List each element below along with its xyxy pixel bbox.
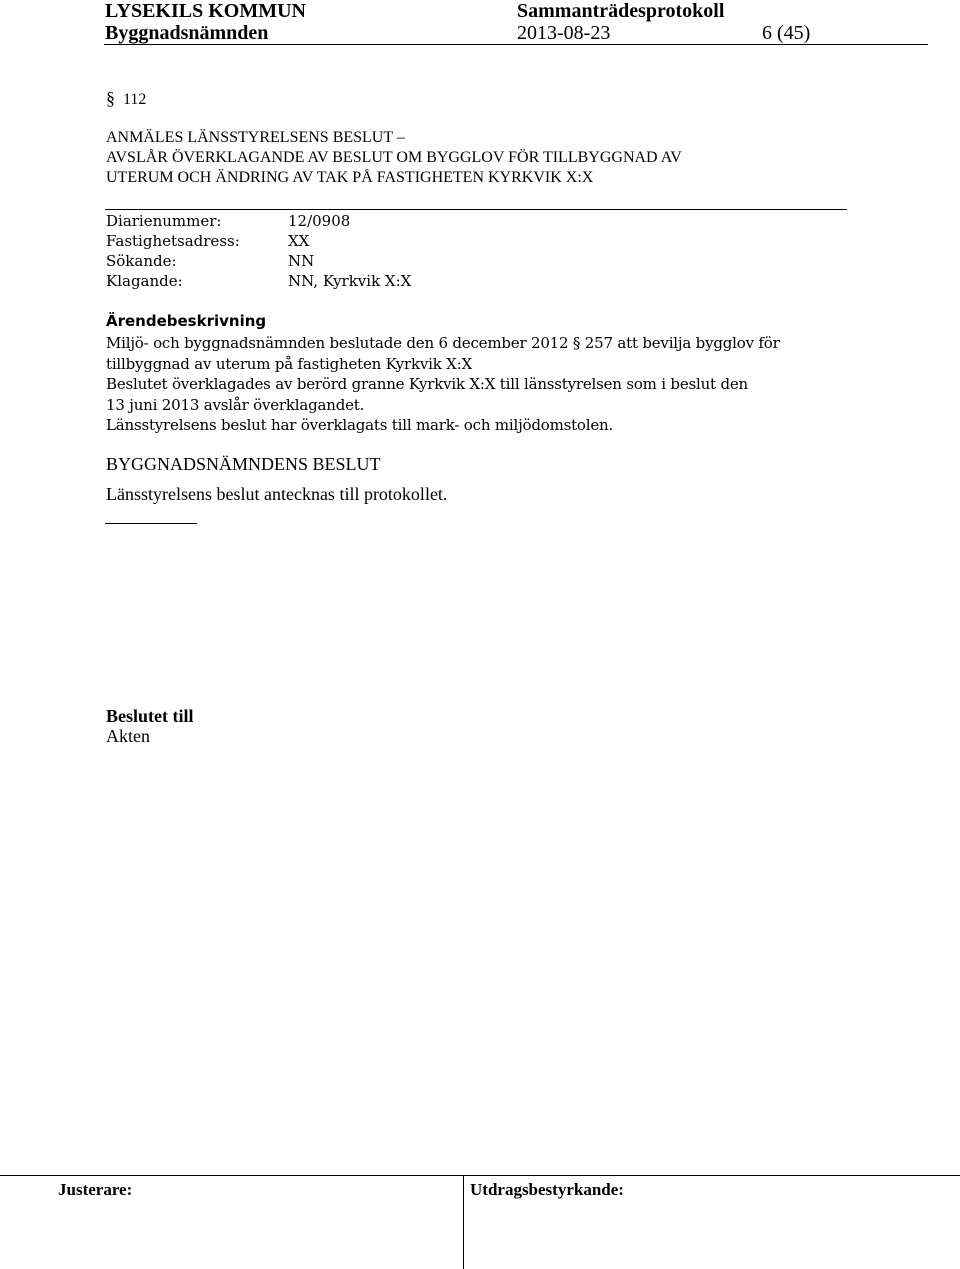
justerare-label: Justerare:: [58, 1180, 133, 1199]
meta-divider: [105, 209, 847, 210]
meta-values: [288, 211, 411, 291]
meta-label-sokande: Sökande:: [106, 252, 177, 270]
description-line: Beslutet överklagades av berörd granne Kyrkvik X:X till länsstyrelsen som i beslut den: [106, 375, 748, 393]
header-divider: [104, 44, 928, 45]
section-title: [106, 128, 682, 188]
footer-column-divider: [463, 1175, 464, 1269]
committee-name: Byggnadsnämnden: [105, 22, 269, 44]
utdragsbestyrkande-label: Utdragsbestyrkande:: [470, 1180, 624, 1199]
document-type: Sammanträdesprotokoll: [517, 0, 725, 22]
decision-end-rule: [105, 523, 197, 524]
section-title-line: AVSLÅR ÖVERKLAGANDE AV BESLUT OM BYGGLOV FÖR TILLBYGGNAD AV: [106, 149, 682, 166]
meta-value-klagande: NN, Kyrkvik X:X: [288, 272, 412, 290]
meta-value-diarienummer: 12/0908: [288, 212, 351, 230]
sent-to-value: Akten: [106, 726, 150, 746]
meta-value-fastighetsadress: XX: [288, 232, 310, 250]
meta-label-diarienummer: Diarienummer:: [106, 212, 222, 230]
meta-labels: [106, 211, 240, 291]
municipality-name: LYSEKILS KOMMUN: [105, 0, 306, 22]
page-number: 6 (45): [762, 22, 811, 44]
section-title-line: UTERUM OCH ÄNDRING AV TAK PÅ FASTIGHETEN KYRKVIK X:X: [106, 169, 594, 186]
decision-heading: BYGGNADSNÄMNDENS BESLUT: [106, 454, 381, 474]
meta-label-fastighetsadress: Fastighetsadress:: [106, 232, 240, 250]
description-heading: Ärendebeskrivning: [106, 312, 267, 330]
footer-divider: [0, 1175, 960, 1176]
section-symbol: §: [106, 88, 115, 108]
description-line: 13 juni 2013 avslår överklagandet.: [106, 395, 365, 414]
section-number: [106, 88, 146, 109]
description-body: [106, 333, 780, 436]
section-number-value: 112: [123, 91, 147, 108]
section-title-line: ANMÄLES LÄNSSTYRELSENS BESLUT –: [106, 129, 405, 146]
sent-to-heading: Beslutet till: [106, 706, 194, 726]
meta-label-klagande: Klagande:: [106, 272, 183, 290]
description-line: Miljö- och byggnadsnämnden beslutade den 6 december 2012 § 257 att bevilja bygglov för: [106, 334, 780, 352]
meta-value-sokande: NN: [288, 252, 315, 270]
meeting-date: 2013-08-23: [517, 22, 611, 44]
description-line: Länsstyrelsens beslut har överklagats till mark- och miljödomstolen.: [106, 416, 614, 434]
description-line: tillbyggnad av uterum på fastigheten Kyrkvik X:X: [106, 354, 472, 373]
decision-text: Länsstyrelsens beslut antecknas till protokollet.: [106, 484, 448, 504]
